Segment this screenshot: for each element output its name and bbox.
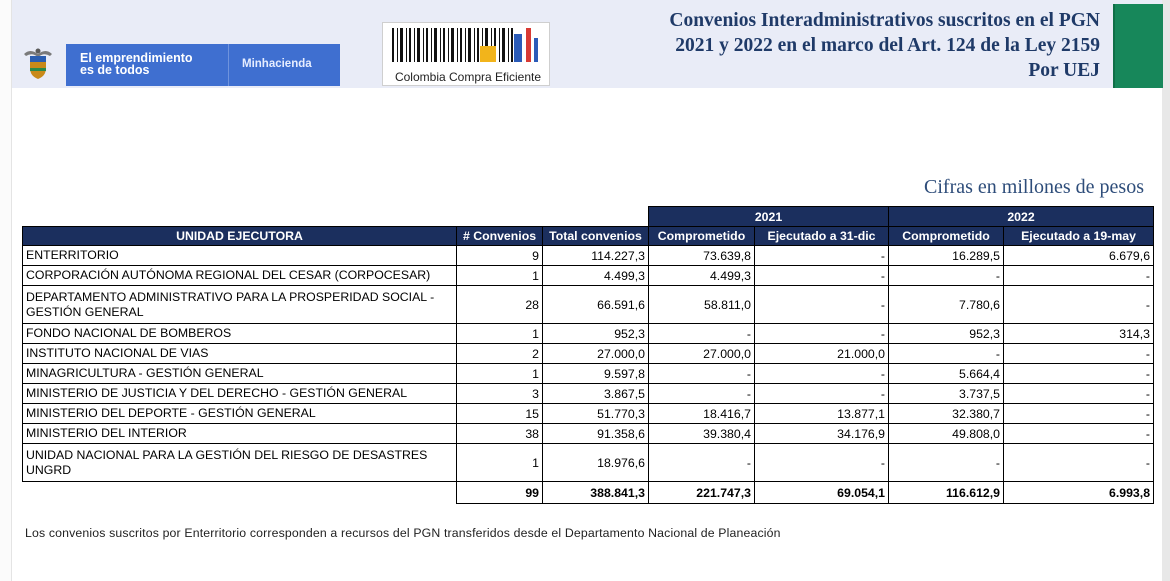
executed-2021-cell: - (755, 246, 889, 266)
unit-name-cell: CORPORACIÓN AUTÓNOMA REGIONAL DEL CESAR (CORPOCESAR) (23, 266, 457, 286)
total-committed-2022-cell: 116.612,9 (889, 482, 1004, 504)
executed-2022-cell: - (1004, 266, 1154, 286)
brand-line-2: es de todos (80, 63, 150, 77)
total-executed-2021-cell: 69.054,1 (755, 482, 889, 504)
total-cell: 3.867,5 (543, 384, 649, 404)
count-cell: 9 (457, 246, 543, 266)
count-cell: 15 (457, 404, 543, 424)
table-row (23, 246, 1154, 266)
committed-2022-cell: 3.737,5 (889, 384, 1004, 404)
committed-2021-cell: - (649, 324, 755, 344)
totals-row (23, 482, 1154, 504)
executed-2022-cell: - (1004, 344, 1154, 364)
executed-2022-cell: 314,3 (1004, 324, 1154, 344)
column-header: UNIDAD EJECUTORA (23, 227, 457, 246)
total-cell: 4.499,3 (543, 266, 649, 286)
executed-2022-cell: - (1004, 286, 1154, 324)
committed-2021-cell: 39.380,4 (649, 424, 755, 444)
title-line-1: Convenios Interadministrativos suscritos en el PGN (669, 10, 1100, 31)
table-row (23, 364, 1154, 384)
total-cell: 91.358,6 (543, 424, 649, 444)
committed-2021-cell: - (649, 444, 755, 482)
executed-2022-cell: - (1004, 444, 1154, 482)
unit-name-cell: MINISTERIO DE JUSTICIA Y DEL DERECHO - GESTIÓN GENERAL (23, 384, 457, 404)
committed-2022-cell: 7.780,6 (889, 286, 1004, 324)
blank-header-cell (543, 207, 649, 227)
total-cell: 51.770,3 (543, 404, 649, 424)
table-row (23, 324, 1154, 344)
unit-name-cell: FONDO NACIONAL DE BOMBEROS (23, 324, 457, 344)
executed-2021-cell: - (755, 286, 889, 324)
total-cell: 114.227,3 (543, 246, 649, 266)
unit-name-cell: MINISTERIO DEL DEPORTE - GESTIÓN GENERAL (23, 404, 457, 424)
committed-2021-cell: 27.000,0 (649, 344, 755, 364)
footnote: Los convenios suscritos por Enterritorio corresponden a recursos del PGN transferidos desde el Departamento Nacional de Planeación (25, 526, 781, 540)
committed-2022-cell: 32.380,7 (889, 404, 1004, 424)
brand-divider (228, 44, 229, 86)
title-line-2: 2021 y 2022 en el marco del Art. 124 de la Ley 2159 (675, 35, 1100, 56)
executed-2021-cell: - (755, 364, 889, 384)
coat-of-arms-icon (20, 46, 56, 82)
total-cell: 18.976,6 (543, 444, 649, 482)
title-line-3: Por UEJ (1028, 60, 1100, 81)
column-header: Total convenios (543, 227, 649, 246)
committed-2022-cell: - (889, 344, 1004, 364)
executed-2021-cell: - (755, 384, 889, 404)
blank-header-cell (457, 207, 543, 227)
brand-line-1: El emprendimiento (80, 51, 193, 65)
total-executed-2022-cell: 6.993,8 (1004, 482, 1154, 504)
blank-header-cell (23, 207, 457, 227)
green-accent-strip (1113, 4, 1163, 88)
table-row (23, 444, 1154, 482)
executed-2021-cell: 34.176,9 (755, 424, 889, 444)
table-row (23, 286, 1154, 324)
table-row (23, 266, 1154, 286)
page-left-margin (0, 0, 12, 581)
column-header: Comprometido (649, 227, 755, 246)
unit-name-cell: ENTERRITORIO (23, 246, 457, 266)
table-row (23, 424, 1154, 444)
committed-2022-cell: 49.808,0 (889, 424, 1004, 444)
executed-2022-cell: - (1004, 364, 1154, 384)
count-cell: 1 (457, 266, 543, 286)
unit-name-cell: INSTITUTO NACIONAL DE VIAS (23, 344, 457, 364)
agreements-table (22, 206, 1154, 504)
brand-slogan (80, 52, 230, 76)
count-cell: 1 (457, 364, 543, 384)
committed-2021-cell: 18.416,7 (649, 404, 755, 424)
table-row (23, 404, 1154, 424)
units-caption: Cifras en millones de pesos (924, 176, 1144, 198)
document-title (560, 8, 1100, 83)
page-right-edge (1162, 0, 1170, 581)
column-header-row (23, 227, 1154, 246)
total-amount-cell: 388.841,3 (543, 482, 649, 504)
executed-2021-cell: 21.000,0 (755, 344, 889, 364)
executed-2021-cell: 13.877,1 (755, 404, 889, 424)
committed-2022-cell: - (889, 444, 1004, 482)
total-cell: 952,3 (543, 324, 649, 344)
year-header-2022: 2022 (889, 207, 1154, 227)
committed-2021-cell: - (649, 364, 755, 384)
count-cell: 1 (457, 324, 543, 344)
cce-logo-label: Colombia Compra Eficiente (394, 70, 542, 84)
count-cell: 1 (457, 444, 543, 482)
count-cell: 3 (457, 384, 543, 404)
column-header: Ejecutado a 19-may (1004, 227, 1154, 246)
committed-2021-cell: 58.811,0 (649, 286, 755, 324)
column-header: Comprometido (889, 227, 1004, 246)
column-header: # Convenios (457, 227, 543, 246)
blank-total-cell (23, 482, 457, 504)
year-header-row (23, 207, 1154, 227)
count-cell: 38 (457, 424, 543, 444)
table-row (23, 344, 1154, 364)
count-cell: 28 (457, 286, 543, 324)
total-count-cell: 99 (457, 482, 543, 504)
committed-2022-cell: 952,3 (889, 324, 1004, 344)
ministry-label: Minhacienda (242, 58, 312, 70)
executed-2022-cell: - (1004, 424, 1154, 444)
count-cell: 2 (457, 344, 543, 364)
executed-2022-cell: - (1004, 404, 1154, 424)
total-committed-2021-cell: 221.747,3 (649, 482, 755, 504)
unit-name-cell: UNIDAD NACIONAL PARA LA GESTIÓN DEL RIESGO DE DESASTRES UNGRD (23, 444, 457, 482)
executed-2022-cell: - (1004, 384, 1154, 404)
committed-2022-cell: - (889, 266, 1004, 286)
unit-name-cell: DEPARTAMENTO ADMINISTRATIVO PARA LA PROSPERIDAD SOCIAL - GESTIÓN GENERAL (23, 286, 457, 324)
executed-2021-cell: - (755, 444, 889, 482)
total-cell: 27.000,0 (543, 344, 649, 364)
executed-2021-cell: - (755, 324, 889, 344)
committed-2022-cell: 16.289,5 (889, 246, 1004, 266)
executed-2022-cell: 6.679,6 (1004, 246, 1154, 266)
total-cell: 66.591,6 (543, 286, 649, 324)
committed-2021-cell: - (649, 384, 755, 404)
unit-name-cell: MINISTERIO DEL INTERIOR (23, 424, 457, 444)
table-row (23, 384, 1154, 404)
barcode-logo-icon (386, 26, 546, 68)
committed-2021-cell: 73.639,8 (649, 246, 755, 266)
total-cell: 9.597,8 (543, 364, 649, 384)
unit-name-cell: MINAGRICULTURA - GESTIÓN GENERAL (23, 364, 457, 384)
executed-2021-cell: - (755, 266, 889, 286)
year-header-2021: 2021 (649, 207, 889, 227)
committed-2021-cell: 4.499,3 (649, 266, 755, 286)
committed-2022-cell: 5.664,4 (889, 364, 1004, 384)
column-header: Ejecutado a 31-dic (755, 227, 889, 246)
